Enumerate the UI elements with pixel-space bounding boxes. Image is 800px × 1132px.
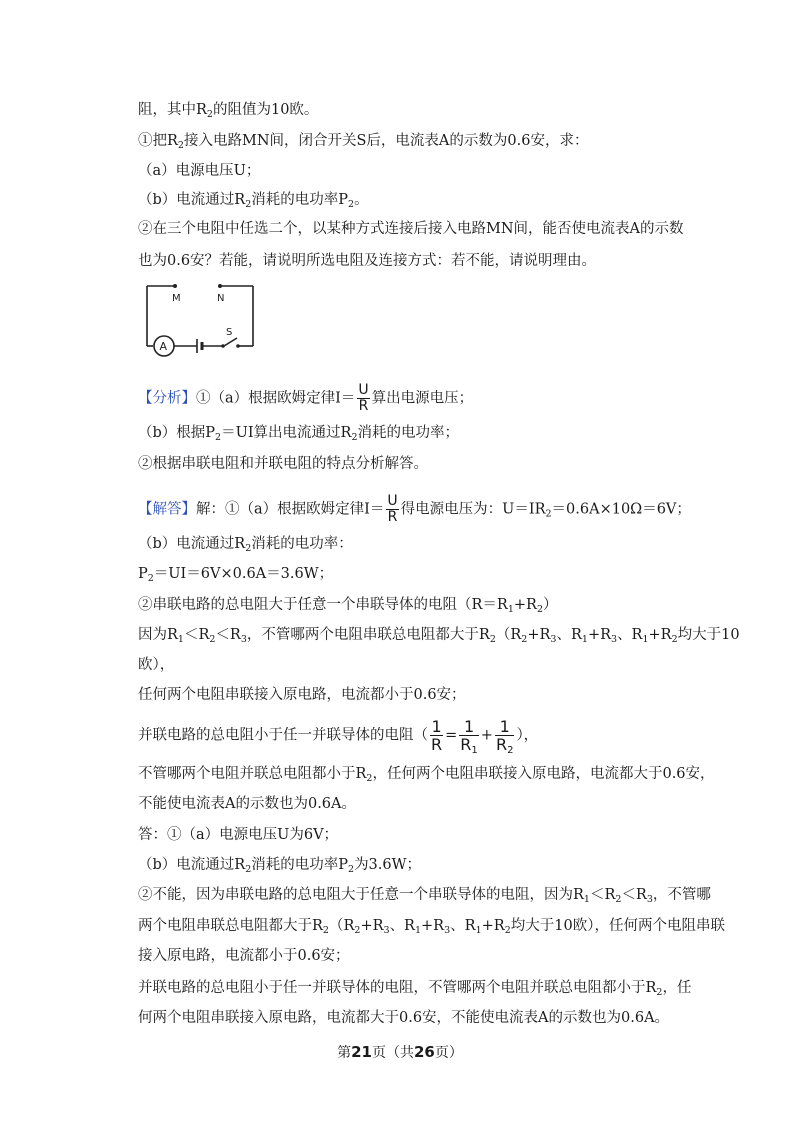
page-number: 21 bbox=[351, 1043, 372, 1061]
solution-line-1: 【解答】解：①（a）根据欧姆定律I＝ $\frac{U}{R}$ 得电源电压为：$U=IR_2=0.6A\times 10\Omega=6V$； bbox=[138, 493, 691, 525]
solution-line-9: 不管哪两个电阻并联总电阻都小于$R_2$，任何两个电阻串联接入原电路，电流都大于0.6安， bbox=[138, 766, 715, 784]
label-m: M bbox=[172, 293, 181, 304]
answer-line-7: 何两个电阻串联接入原电路，电流都大于0.6安，不能使电流表A的示数也为0.6A。 bbox=[138, 1010, 670, 1026]
solution-line-8: 并联电路的总电阻小于任一并联导体的电阻（ $\frac{1}{R}$ = $\frac{1}{R_1}$ + $\frac{1}{R_2}$ ）， bbox=[138, 717, 539, 756]
analysis-line-1: 【分析】①（a）根据欧姆定律I＝ $\frac{U}{R}$ 算出电源电压； bbox=[138, 382, 474, 414]
answer-line-2: （b）电流通过$R_2$消耗的电功率$P_2$为3.6W； bbox=[138, 857, 422, 875]
answer-line-3: ②不能，因为串联电路的总电阻大于任意一个串联导体的电阻，因为$R_1<R_2<R_3$，不管哪 bbox=[138, 887, 711, 905]
fraction-1-over-r: $\frac{1}{R}$ bbox=[431, 717, 443, 754]
solution-line-7: 任何两个电阻串联接入原电路，电流都小于0.6安； bbox=[138, 687, 466, 703]
solution-tag: 【解答】 bbox=[138, 501, 196, 518]
fraction-u-over-r: $\frac{U}{R}$ bbox=[358, 382, 369, 414]
question-2-cont: 也为0.6安？若能，请说明所选电阻及连接方式：若不能，请说明理由。 bbox=[138, 253, 597, 269]
solution-line-5: 因为$R_1<R_2<R_3$，不管哪两个电阻串联总电阻都大于$R_2(R_2+R_3$、$R_1+R_3$、$R_1+R_2$均大于10 bbox=[138, 627, 740, 645]
question-1b: （b）电流通过$R_2$消耗的电功率$P_2$。 bbox=[138, 192, 369, 210]
text-line-1: 阻，其中$R_2$的阻值为10欧。 bbox=[138, 102, 319, 120]
page-footer: 第21页（共26页） bbox=[337, 1043, 463, 1061]
analysis-tag: 【分析】 bbox=[138, 390, 196, 407]
label-ammeter: A bbox=[159, 340, 168, 353]
question-2: ②在三个电阻中任选二个，以某种方式连接后接入电路MN间，能否使电流表A的示数 bbox=[138, 221, 684, 237]
answer-line-1: 答：①（a）电源电压U为6V； bbox=[138, 827, 339, 843]
solution-line-6: 欧）， bbox=[138, 657, 175, 673]
solution-line-3: $P_2=UI=6V\times 0.6A=3.6W$； bbox=[138, 566, 334, 584]
label-n: N bbox=[217, 293, 225, 304]
question-1a: （a）电源电压U； bbox=[138, 163, 261, 179]
label-switch: S bbox=[226, 327, 233, 338]
circuit-diagram bbox=[140, 280, 265, 360]
analysis-line-2: （b）根据$P_2=UI$算出电流通过$R_2$消耗的电功率； bbox=[138, 425, 460, 443]
answer-line-6: 并联电路的总电阻小于任一并联导体的电阻，不管哪两个电阻并联总电阻都小于$R_2$，任 bbox=[138, 980, 692, 998]
solution-line-4: ②串联电路的总电阻大于任意一个串联导体的电阻$(R=R_1+R_2)$ bbox=[138, 597, 558, 615]
solution-line-10: 不能使电流表A的示数也为0.6A。 bbox=[138, 796, 357, 812]
fraction-1-over-r2: $\frac{1}{R_2}$ bbox=[495, 717, 514, 756]
fraction-1-over-r1: $\frac{1}{R_1}$ bbox=[460, 717, 478, 756]
solution-line-2: （b）电流通过$R_2$消耗的电功率： bbox=[138, 536, 353, 554]
fraction-u-over-r-2: $\frac{U}{R}$ bbox=[387, 493, 398, 525]
answer-line-5: 接入原电路，电流都小于0.6安； bbox=[138, 948, 350, 964]
page-total: 26 bbox=[414, 1043, 435, 1061]
analysis-line-3: ②根据串联电阻和并联电阻的特点分析解答。 bbox=[138, 456, 428, 472]
answer-line-4: 两个电阻串联总电阻都大于$R_2(R_2+R_3$、$R_1+R_3$、$R_1+R_2$均大于10欧），任何两个电阻串联 bbox=[138, 918, 725, 936]
question-1: ①把$R_2$接入电路MN间，闭合开关S后，电流表A的示数为0.6安，求： bbox=[138, 133, 589, 151]
